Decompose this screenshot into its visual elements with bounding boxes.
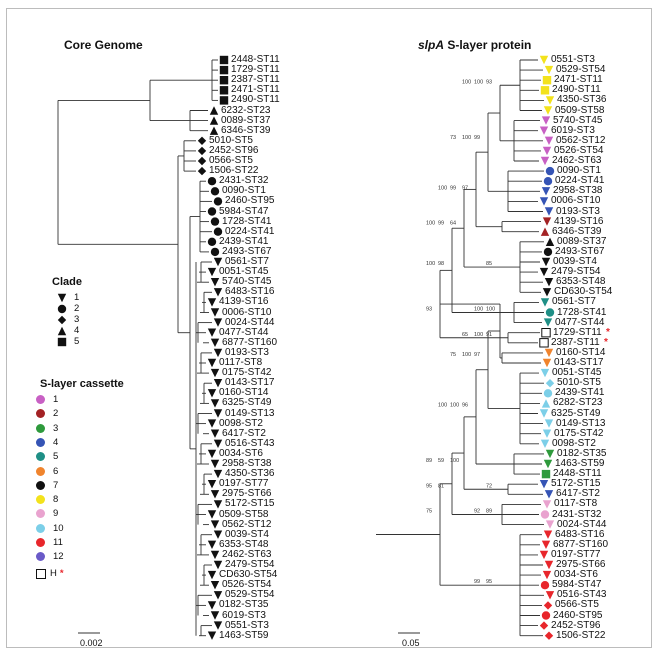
leaf-label: 2462-ST63: [222, 548, 272, 560]
bootstrap-value: 93: [426, 306, 433, 313]
leaf-label: 0006-ST10: [551, 195, 601, 207]
cassette-legend-label: 3: [53, 422, 59, 434]
leaf-label: 0143-ST17: [225, 377, 275, 389]
bootstrap-value: 99: [474, 579, 481, 586]
clade-legend-title: Clade: [52, 276, 82, 288]
leaf-label: 0551-ST3: [551, 54, 595, 65]
clade-legend-label: 3: [74, 314, 80, 325]
h-label: H: [50, 568, 57, 579]
leaf-label: 6417-ST2: [556, 488, 600, 500]
bootstrap-value: 98: [438, 261, 445, 268]
leaf-label: 1506-ST22: [556, 629, 606, 641]
bootstrap-value: 100: [474, 331, 484, 338]
leaf-label: 6019-ST3: [222, 609, 266, 621]
leaf-label: 0034-ST6: [219, 447, 263, 459]
leaf-label: 2975-ST66: [556, 559, 606, 570]
slpa-title-rest: S-layer protein: [444, 38, 532, 52]
leaf-label: 5740-ST45: [222, 276, 272, 288]
leaf-label: 0089-ST37: [221, 114, 271, 126]
leaf-label: 0175-ST42: [222, 367, 272, 379]
cassette-legend-label: 6: [53, 465, 59, 477]
leaf-label: 2479-ST54: [551, 266, 601, 278]
leaf-label: 0182-ST35: [219, 599, 269, 611]
leaf-label: 2448-ST11: [231, 54, 280, 65]
bootstrap-value: 100: [474, 79, 484, 86]
bootstrap-value: 75: [426, 508, 433, 515]
bootstrap-value: 93: [486, 79, 493, 86]
leaf-label: 0526-ST54: [222, 579, 272, 591]
bootstrap-value: 72: [486, 483, 493, 490]
bootstrap-value: 85: [486, 261, 493, 268]
bootstrap-value: 100: [426, 261, 436, 268]
bootstrap-value: 100: [474, 306, 484, 313]
leaf-label: 6325-ST49: [551, 407, 601, 419]
cassette-legend-label: 9: [53, 508, 59, 520]
slpa-title-italic: slpA: [418, 38, 445, 52]
bootstrap-value: 89: [486, 508, 493, 515]
leaf-label: 0529-ST54: [556, 64, 606, 76]
leaf-label: 0197-ST77: [219, 478, 269, 490]
leaf-label: 0051-ST45: [552, 367, 602, 379]
leaf-label: 0098-ST2: [219, 417, 263, 429]
bootstrap-value: 97: [462, 185, 469, 192]
bootstrap-value: 99: [450, 185, 457, 192]
leaf-label: 0024-ST44: [557, 518, 607, 530]
core-scale-label: 0.002: [80, 638, 103, 648]
leaf-label: 1729-ST11: [553, 326, 602, 338]
leaf-label: 0051-ST45: [219, 266, 269, 278]
leaf-label: 2460-ST95: [553, 609, 603, 621]
leaf-label: 0562-ST12: [222, 518, 272, 530]
leaf-label: 6417-ST2: [222, 427, 266, 439]
leaf-label: 2975-ST66: [222, 488, 272, 500]
leaf-label: 2493-ST67: [555, 245, 605, 257]
leaf-label: 1506-ST22: [209, 165, 259, 177]
leaf-label: 0516-ST43: [225, 437, 275, 449]
leaf-label: 6019-ST3: [551, 124, 595, 136]
bootstrap-value: 59: [438, 458, 445, 464]
bootstrap-value: 100: [438, 402, 448, 409]
bootstrap-value: 95: [426, 483, 433, 490]
leaf-label: 0224-ST41: [225, 225, 275, 237]
leaf-label: 0175-ST42: [554, 427, 604, 439]
leaf-label: 0477-ST44: [219, 326, 269, 338]
leaf-label: 0090-ST1: [557, 165, 601, 177]
leaf-label: 2431-ST32: [219, 175, 269, 187]
leaf-label: 0509-ST58: [555, 104, 605, 116]
leaf-label: 4350-ST36: [557, 94, 607, 106]
leaf-label: 0224-ST41: [555, 175, 605, 187]
highlight-star: *: [606, 326, 610, 338]
leaf-label: 2387-ST11: [231, 74, 280, 86]
bootstrap-value: 81: [438, 483, 445, 490]
bootstrap-value: 99: [438, 220, 445, 227]
leaf-label: 0143-ST17: [554, 357, 604, 368]
leaf-label: 4139-ST16: [554, 215, 604, 227]
leaf-label: 4139-ST16: [219, 296, 269, 308]
cassette-legend-label: 1: [53, 394, 59, 405]
leaf-label: 2471-ST11: [554, 74, 603, 86]
leaf-label: 0117-ST8: [554, 498, 598, 510]
bootstrap-value: 89: [426, 458, 433, 464]
bootstrap-value: 100: [450, 458, 460, 464]
leaf-label: 6346-ST39: [221, 124, 271, 136]
leaf-label: 0566-ST5: [555, 599, 599, 611]
leaf-label: CD630-ST54: [219, 569, 278, 581]
leaf-label: 2387-ST11: [551, 336, 600, 348]
leaf-label: 6483-ST16: [555, 528, 605, 540]
leaf-label: 0566-ST5: [209, 155, 253, 166]
bootstrap-value: 100: [438, 185, 448, 192]
bootstrap-value: 100: [462, 134, 472, 141]
leaf-label: 5010-ST5: [209, 134, 253, 146]
leaf-label: 2448-ST11: [553, 468, 602, 480]
leaf-label: 4350-ST36: [225, 468, 275, 480]
leaf-label: 5010-ST5: [557, 377, 601, 389]
leaf-label: 0561-ST7: [552, 296, 596, 308]
bootstrap-value: 97: [474, 351, 481, 358]
leaf-label: 2460-ST95: [225, 195, 275, 207]
clade-legend-label: 1: [74, 292, 80, 303]
leaf-label: 2439-ST41: [219, 235, 269, 247]
leaf-label: 2439-ST41: [555, 387, 605, 399]
bootstrap-value: 100: [426, 220, 436, 227]
cassette-legend-label: 10: [53, 522, 64, 534]
leaf-label: 5172-ST15: [225, 498, 275, 510]
cassette-legend-label: 8: [53, 494, 59, 506]
leaf-label: 0039-ST4: [225, 528, 269, 540]
leaf-label: 0193-ST3: [225, 346, 269, 358]
leaf-label: 0039-ST4: [553, 256, 597, 267]
leaf-label: 0090-ST1: [222, 185, 266, 197]
leaf-label: 5740-ST45: [553, 114, 603, 126]
cassette-legend-label: 2: [53, 408, 59, 420]
leaf-label: 0516-ST43: [557, 589, 607, 601]
leaf-label: 5984-ST47: [219, 205, 269, 217]
leaf-label: 0562-ST12: [556, 134, 606, 146]
leaf-label: 0529-ST54: [225, 589, 275, 601]
leaf-label: 2493-ST67: [222, 245, 272, 257]
highlight-star: *: [604, 336, 608, 348]
bootstrap-value: 100: [462, 79, 472, 86]
bootstrap-value: 64: [450, 220, 457, 227]
leaf-label: 0160-ST14: [219, 387, 269, 399]
slpa-scale-label: 0.05: [402, 638, 420, 648]
bootstrap-value: 100: [450, 402, 460, 409]
leaf-label: 1463-ST59: [555, 458, 605, 469]
leaf-label: 6877-ST160: [553, 538, 609, 550]
leaf-label: 6282-ST23: [553, 397, 603, 409]
core-genome-title: Core Genome: [64, 38, 143, 52]
leaf-label: 2958-ST38: [553, 185, 603, 197]
leaf-label: 0149-ST13: [556, 417, 606, 429]
leaf-label: 1463-ST59: [219, 629, 269, 641]
cassette-legend-title: S-layer cassette: [40, 378, 124, 390]
leaf-label: 0509-ST58: [219, 508, 269, 520]
leaf-label: 0551-ST3: [225, 619, 269, 631]
leaf-label: 0182-ST35: [557, 447, 607, 459]
leaf-label: 0477-ST44: [555, 316, 605, 328]
leaf-label: 2452-ST96: [209, 144, 259, 156]
bootstrap-value: 92: [474, 508, 481, 515]
leaf-label: 0089-ST37: [557, 235, 607, 247]
leaf-label: 6483-ST16: [225, 286, 275, 298]
bootstrap-value: 65: [462, 331, 469, 338]
bootstrap-value: 75: [450, 351, 457, 358]
bootstrap-value: 91: [486, 331, 493, 338]
leaf-label: 2479-ST54: [225, 559, 275, 570]
leaf-label: 0526-ST54: [554, 144, 604, 156]
leaf-label: 0160-ST14: [556, 346, 606, 358]
clade-legend-label: 5: [74, 336, 80, 347]
bootstrap-value: 73: [450, 134, 457, 141]
bootstrap-value: 100: [462, 351, 472, 358]
leaf-label: 6877-ST160: [222, 336, 278, 348]
leaf-label: 0117-ST8: [219, 357, 263, 368]
leaf-label: 0024-ST44: [225, 316, 275, 328]
leaf-label: 2490-ST11: [552, 84, 601, 96]
h-star: *: [59, 568, 64, 579]
leaf-label: 0149-ST13: [225, 407, 275, 419]
bootstrap-value: 95: [486, 579, 493, 586]
leaf-label: 0006-ST10: [222, 306, 272, 318]
clade-legend-label: 2: [74, 303, 80, 314]
leaf-label: 2431-ST32: [552, 508, 602, 520]
leaf-label: 6346-ST39: [552, 225, 602, 237]
leaf-label: 5984-ST47: [552, 579, 602, 591]
leaf-label: 1728-ST41: [557, 306, 607, 318]
leaf-label: 6353-ST48: [219, 538, 269, 550]
cassette-legend-label: 5: [53, 451, 59, 463]
cassette-legend-label: 11: [53, 537, 63, 548]
leaf-label: CD630-ST54: [554, 286, 613, 298]
leaf-label: 2452-ST96: [551, 619, 601, 631]
leaf-label: 6232-ST23: [221, 104, 271, 116]
leaf-label: 0034-ST6: [554, 569, 598, 581]
leaf-label: 2958-ST38: [222, 458, 272, 469]
bootstrap-value: 96: [462, 402, 469, 409]
leaf-label: 6353-ST48: [556, 276, 606, 288]
cassette-legend-label: 12: [53, 551, 64, 563]
leaf-label: 1728-ST41: [222, 215, 272, 227]
cassette-legend-label: 4: [53, 436, 59, 448]
bootstrap-value: 99: [474, 134, 481, 141]
leaf-label: 0561-ST7: [225, 256, 269, 267]
leaf-label: 6325-ST49: [222, 397, 272, 409]
cassette-legend-label: 7: [53, 479, 59, 491]
leaf-label: 1729-ST11: [231, 64, 280, 76]
leaf-label: 2490-ST11: [231, 94, 280, 106]
leaf-label: 2471-ST11: [231, 84, 280, 96]
clade-legend-label: 4: [74, 325, 80, 336]
bootstrap-value: 100: [486, 306, 496, 313]
leaf-label: 2462-ST63: [552, 155, 602, 166]
leaf-label: 5172-ST15: [551, 478, 601, 490]
leaf-label: 0193-ST3: [556, 205, 600, 217]
leaf-label: 0197-ST77: [551, 548, 601, 560]
leaf-label: 0098-ST2: [552, 437, 596, 449]
